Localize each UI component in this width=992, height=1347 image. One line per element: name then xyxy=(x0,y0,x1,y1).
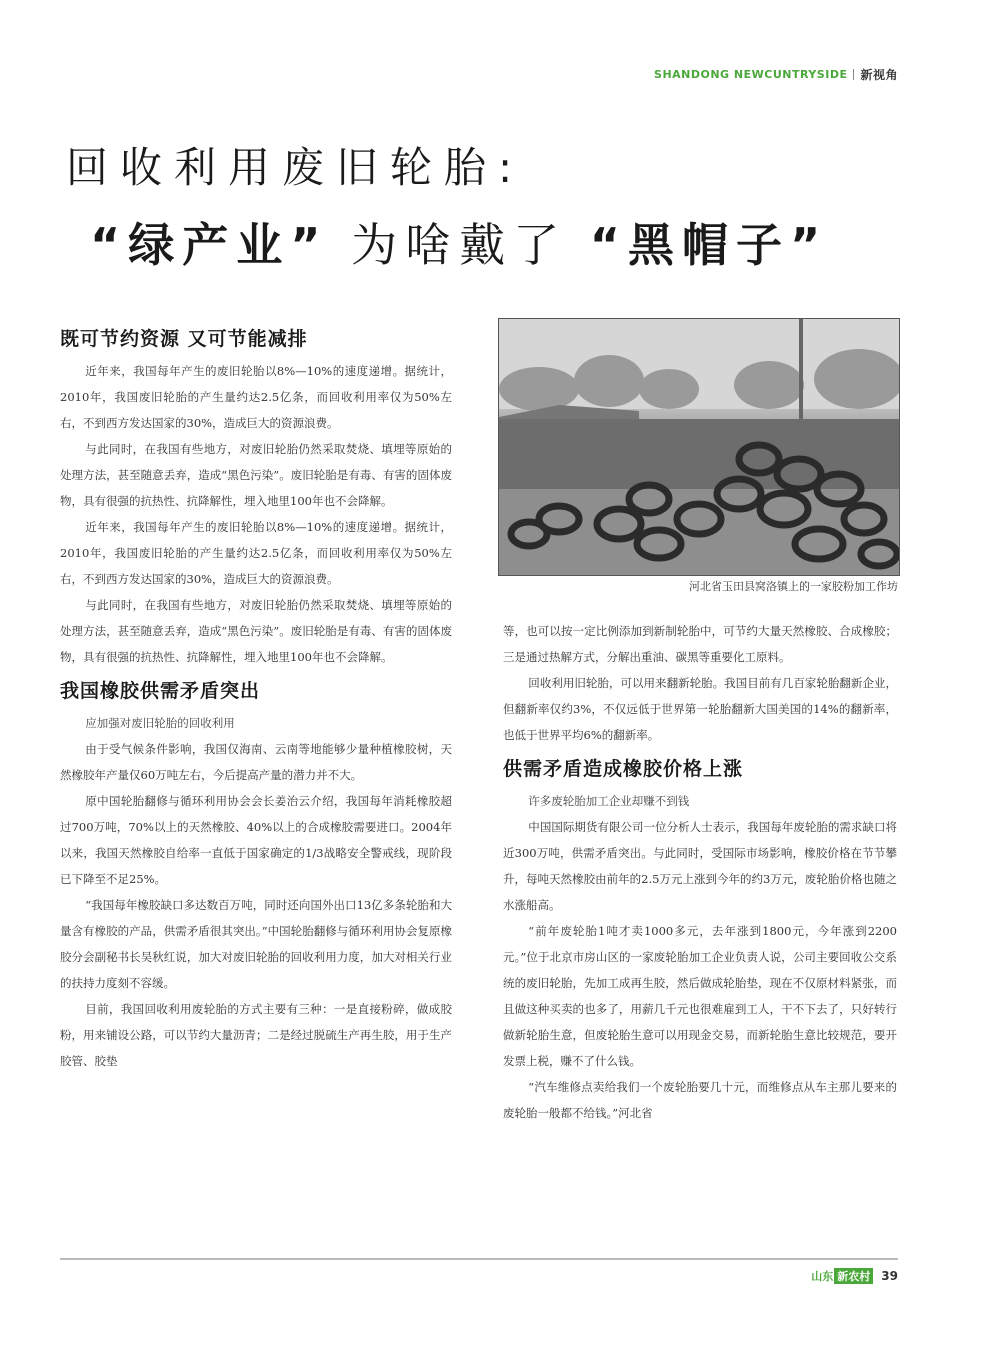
title-black-hat: “黑帽子” xyxy=(589,218,829,272)
section-header xyxy=(654,66,898,83)
section-heading-1: 既可节约资源 又可节能减排 xyxy=(60,328,308,350)
paragraph: 与此同时，在我国有些地方，对废旧轮胎仍然采取焚烧、填埋等原始的处理方法，甚至随意丢弃，造成“黑色污染”。废旧轮胎是有毒、有害的固体废物，具有很强的抗热性、抗降解性，埋入地里100年也不会降解。 xyxy=(60,598,452,664)
photo-illustration xyxy=(499,319,899,575)
title-green-industry: “绿产业” xyxy=(90,218,329,272)
page-footer xyxy=(811,1268,898,1284)
footer-divider xyxy=(60,1258,898,1260)
page-number: 39 xyxy=(881,1269,898,1283)
title-line-1: 回收利用废旧轮胎: xyxy=(66,143,525,192)
tire-yard-photo xyxy=(498,318,900,576)
right-column xyxy=(503,618,897,1126)
section-name-zh: 新视角 xyxy=(860,68,898,82)
logo-text-a: 山东 xyxy=(811,1270,834,1283)
photo-caption: 河北省玉田县窝洛镇上的一家胶粉加工作坊 xyxy=(689,580,898,593)
section-heading-3: 供需矛盾造成橡胶价格上涨 xyxy=(503,758,744,780)
paragraph: 近年来，我国每年产生的废旧轮胎以8%—10%的速度递增。据统计，2010年，我国废旧轮胎的产生量约达2.5亿条，而回收利用率仅为50%左右，不到西方发达国家的30%，造成巨大的资源浪费。 xyxy=(60,520,452,586)
paragraph: “前年废轮胎1吨才卖1000多元，去年涨到1800元，今年涨到2200元。”位于北京市房山区的一家废轮胎加工企业负责人说，公司主要回收公交系统的废旧轮胎，先加工成再生胶，然后做成轮胎垫，现在不仅原材料紧张，而且做这种买卖的也多了，用薪几千元也很难雇到工人，干不下去了，只好转行做新轮胎生意，但废轮胎生意可以用现金交易，而新轮胎生意比较规范，要开发票上税，赚不了什么钱。 xyxy=(503,924,897,1068)
paragraph: “我国每年橡胶缺口多达数百万吨，同时还向国外出口13亿多条轮胎和大量含有橡胶的产品，供需矛盾很其突出。”中国轮胎翻修与循环利用协会复原橡胶分会副秘书长吴秋红说，加大对废旧轮胎的回收利用力度，加大对相关行业的扶持力度刻不容缓。 xyxy=(60,898,452,990)
section-name-en: SHANDONG NEWCUNTRYSIDE xyxy=(654,68,848,81)
paragraph: 等，也可以按一定比例添加到新制轮胎中，可节约大量天然橡胶、合成橡胶；三是通过热解方式，分解出重油、碳黑等重要化工原料。 xyxy=(503,624,897,664)
left-column xyxy=(60,318,452,1074)
paragraph: 中国国际期货有限公司一位分析人士表示，我国每年废轮胎的需求缺口将近300万吨，供需矛盾突出。与此同时，受国际市场影响，橡胶价格在节节攀升，每吨天然橡胶由前年的2.5万元上涨到今年的约3万元，废轮胎价格也随之水涨船高。 xyxy=(503,820,897,912)
paragraph: 近年来，我国每年产生的废旧轮胎以8%—10%的速度递增。据统计，2010年，我国废旧轮胎的产生量约达2.5亿条，而回收利用率仅为50%左右，不到西方发达国家的30%，造成巨大的资源浪费。 xyxy=(60,364,452,430)
paragraph: 原中国轮胎翻修与循环利用协会会长姜治云介绍，我国每年消耗橡胶超过700万吨，70%以上的天然橡胶、40%以上的合成橡胶需要进口。2004年以来，我国天然橡胶自给率一直低于国家确定的1/3战略安全警戒线，现阶段已下降至不足25%。 xyxy=(60,794,452,886)
paragraph: 回收利用旧轮胎，可以用来翻新轮胎。我国目前有几百家轮胎翻新企业，但翻新率仅约3%，不仅远低于世界第一轮胎翻新大国美国的14%的翻新率，也低于世界平均6%的翻新率。 xyxy=(503,676,897,742)
magazine-logo xyxy=(811,1268,873,1284)
section-heading-2: 我国橡胶供需矛盾突出 xyxy=(60,680,261,702)
paragraph: “汽车维修点卖给我们一个废轮胎要几十元，而维修点从车主那儿要来的废轮胎一般都不给钱。”河北省 xyxy=(503,1080,897,1120)
title-line-2 xyxy=(90,209,920,275)
subheading: 应加强对废旧轮胎的回收利用 xyxy=(85,716,235,730)
title-middle: 为啥戴了 xyxy=(351,218,568,272)
header-divider xyxy=(853,69,854,80)
paragraph: 与此同时，在我国有些地方，对废旧轮胎仍然采取焚烧、填埋等原始的处理方法，甚至随意丢弃，造成“黑色污染”。废旧轮胎是有毒、有害的固体废物，具有很强的抗热性、抗降解性，埋入地里100年也不会降解。 xyxy=(60,442,452,508)
subheading: 许多废轮胎加工企业却赚不到钱 xyxy=(528,794,690,808)
article-title xyxy=(60,135,920,275)
paragraph: 目前，我国回收利用废轮胎的方式主要有三种：一是直接粉碎，做成胶粉，用来铺设公路，可以节约大量沥青；二是经过脱硫生产再生胶，用于生产胶管、胶垫 xyxy=(60,1002,452,1068)
paragraph: 由于受气候条件影响，我国仅海南、云南等地能够少量种植橡胶树，天然橡胶年产量仅60万吨左右，今后提高产量的潜力并不大。 xyxy=(60,742,452,782)
logo-text-b: 新农村 xyxy=(834,1268,873,1284)
